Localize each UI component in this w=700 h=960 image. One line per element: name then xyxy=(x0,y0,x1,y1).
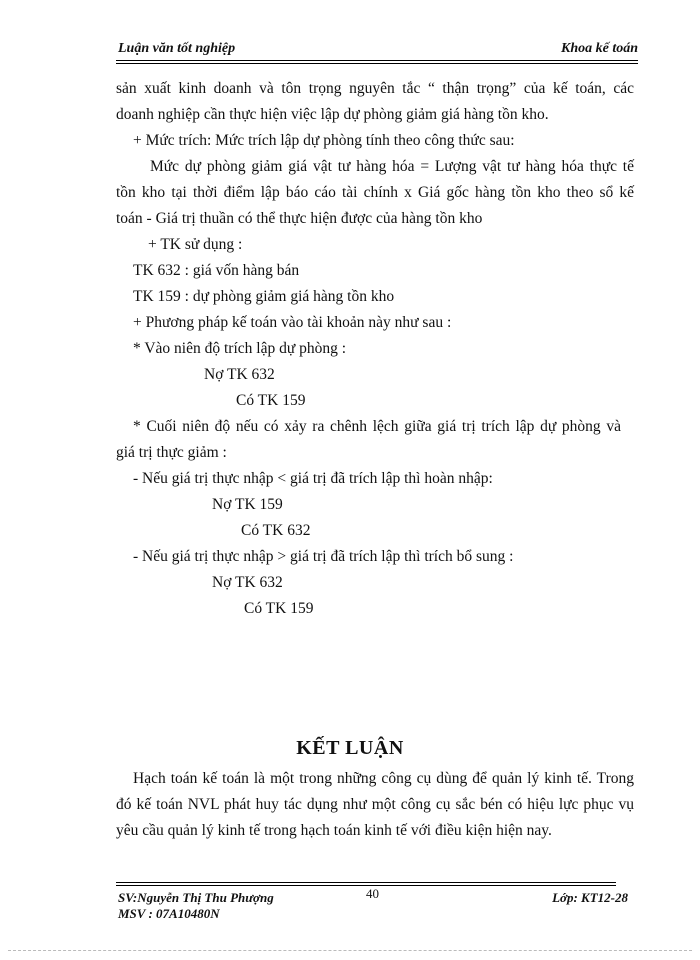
body-line: doanh nghiệp cần thực hiện việc lập dự phòng giảm giá hàng tồn kho. xyxy=(116,106,549,123)
body-line: - Nếu giá trị thực nhập < giá trị đã trích lập thì hoàn nhập: xyxy=(133,470,493,487)
journal-entry: Nợ TK 159 xyxy=(212,496,283,513)
body-line: Mức dự phòng giảm giá vật tư hàng hóa = Lượng vật tư hàng hóa thực tế xyxy=(150,158,634,175)
footer-class: Lớp: KT12-28 xyxy=(552,890,628,905)
header-left: Luận văn tốt nghiệp xyxy=(118,41,236,56)
body-line: * Vào niên độ trích lập dự phòng : xyxy=(133,340,347,357)
body-line: + Mức trích: Mức trích lập dự phòng tính theo công thức sau: xyxy=(133,132,515,149)
journal-entry: Nợ TK 632 xyxy=(212,574,283,591)
journal-entry: Có TK 159 xyxy=(244,600,314,617)
body-line: sản xuất kinh doanh và tôn trọng nguyên tắc “ thận trọng” của kế toán, các xyxy=(116,80,634,97)
journal-entry: Có TK 632 xyxy=(241,522,311,539)
body-line: + Phương pháp kế toán vào tài khoản này như sau : xyxy=(133,314,452,331)
journal-entry: Nợ TK 632 xyxy=(204,366,275,383)
conclusion-line: yêu cầu quản lý kinh tế trong hạch toán kinh tế với điều kiện hiện nay. xyxy=(116,822,552,839)
conclusion-line: đó kế toán NVL phát huy tác dụng như một công cụ sắc bén có hiệu lực phục vụ xyxy=(116,796,634,813)
page-edge-divider xyxy=(8,950,692,951)
body-line: * Cuối niên độ nếu có xảy ra chênh lệch giữa giá trị trích lập dự phòng và xyxy=(133,418,621,435)
body-line: TK 632 : giá vốn hàng bán xyxy=(133,262,300,279)
header-rule xyxy=(116,60,638,64)
body-line: + TK sử dụng : xyxy=(148,236,243,253)
journal-entry: Có TK 159 xyxy=(236,392,306,409)
footer-student: SV:Nguyễn Thị Thu Phượng xyxy=(118,890,274,905)
page-number: 40 xyxy=(366,886,379,901)
body-line: tồn kho tại thời điểm lập báo cáo tài chính x Giá gốc hàng tồn kho theo sổ kế xyxy=(116,184,634,201)
conclusion-line: Hạch toán kế toán là một trong những công cụ dùng để quản lý kinh tế. Trong xyxy=(133,770,634,787)
body-line: - Nếu giá trị thực nhập > giá trị đã trích lập thì trích bổ sung : xyxy=(133,548,514,565)
body-line: toán - Giá trị thuần có thể thực hiện được của hàng tồn kho xyxy=(116,210,483,227)
conclusion-title: KẾT LUẬN xyxy=(296,737,404,759)
footer-msv: MSV : 07A10480N xyxy=(118,906,220,921)
body-line: TK 159 : dự phòng giảm giá hàng tồn kho xyxy=(133,288,395,305)
body-line: giá trị thực giảm : xyxy=(116,444,227,461)
header-right: Khoa kế toán xyxy=(560,41,638,56)
